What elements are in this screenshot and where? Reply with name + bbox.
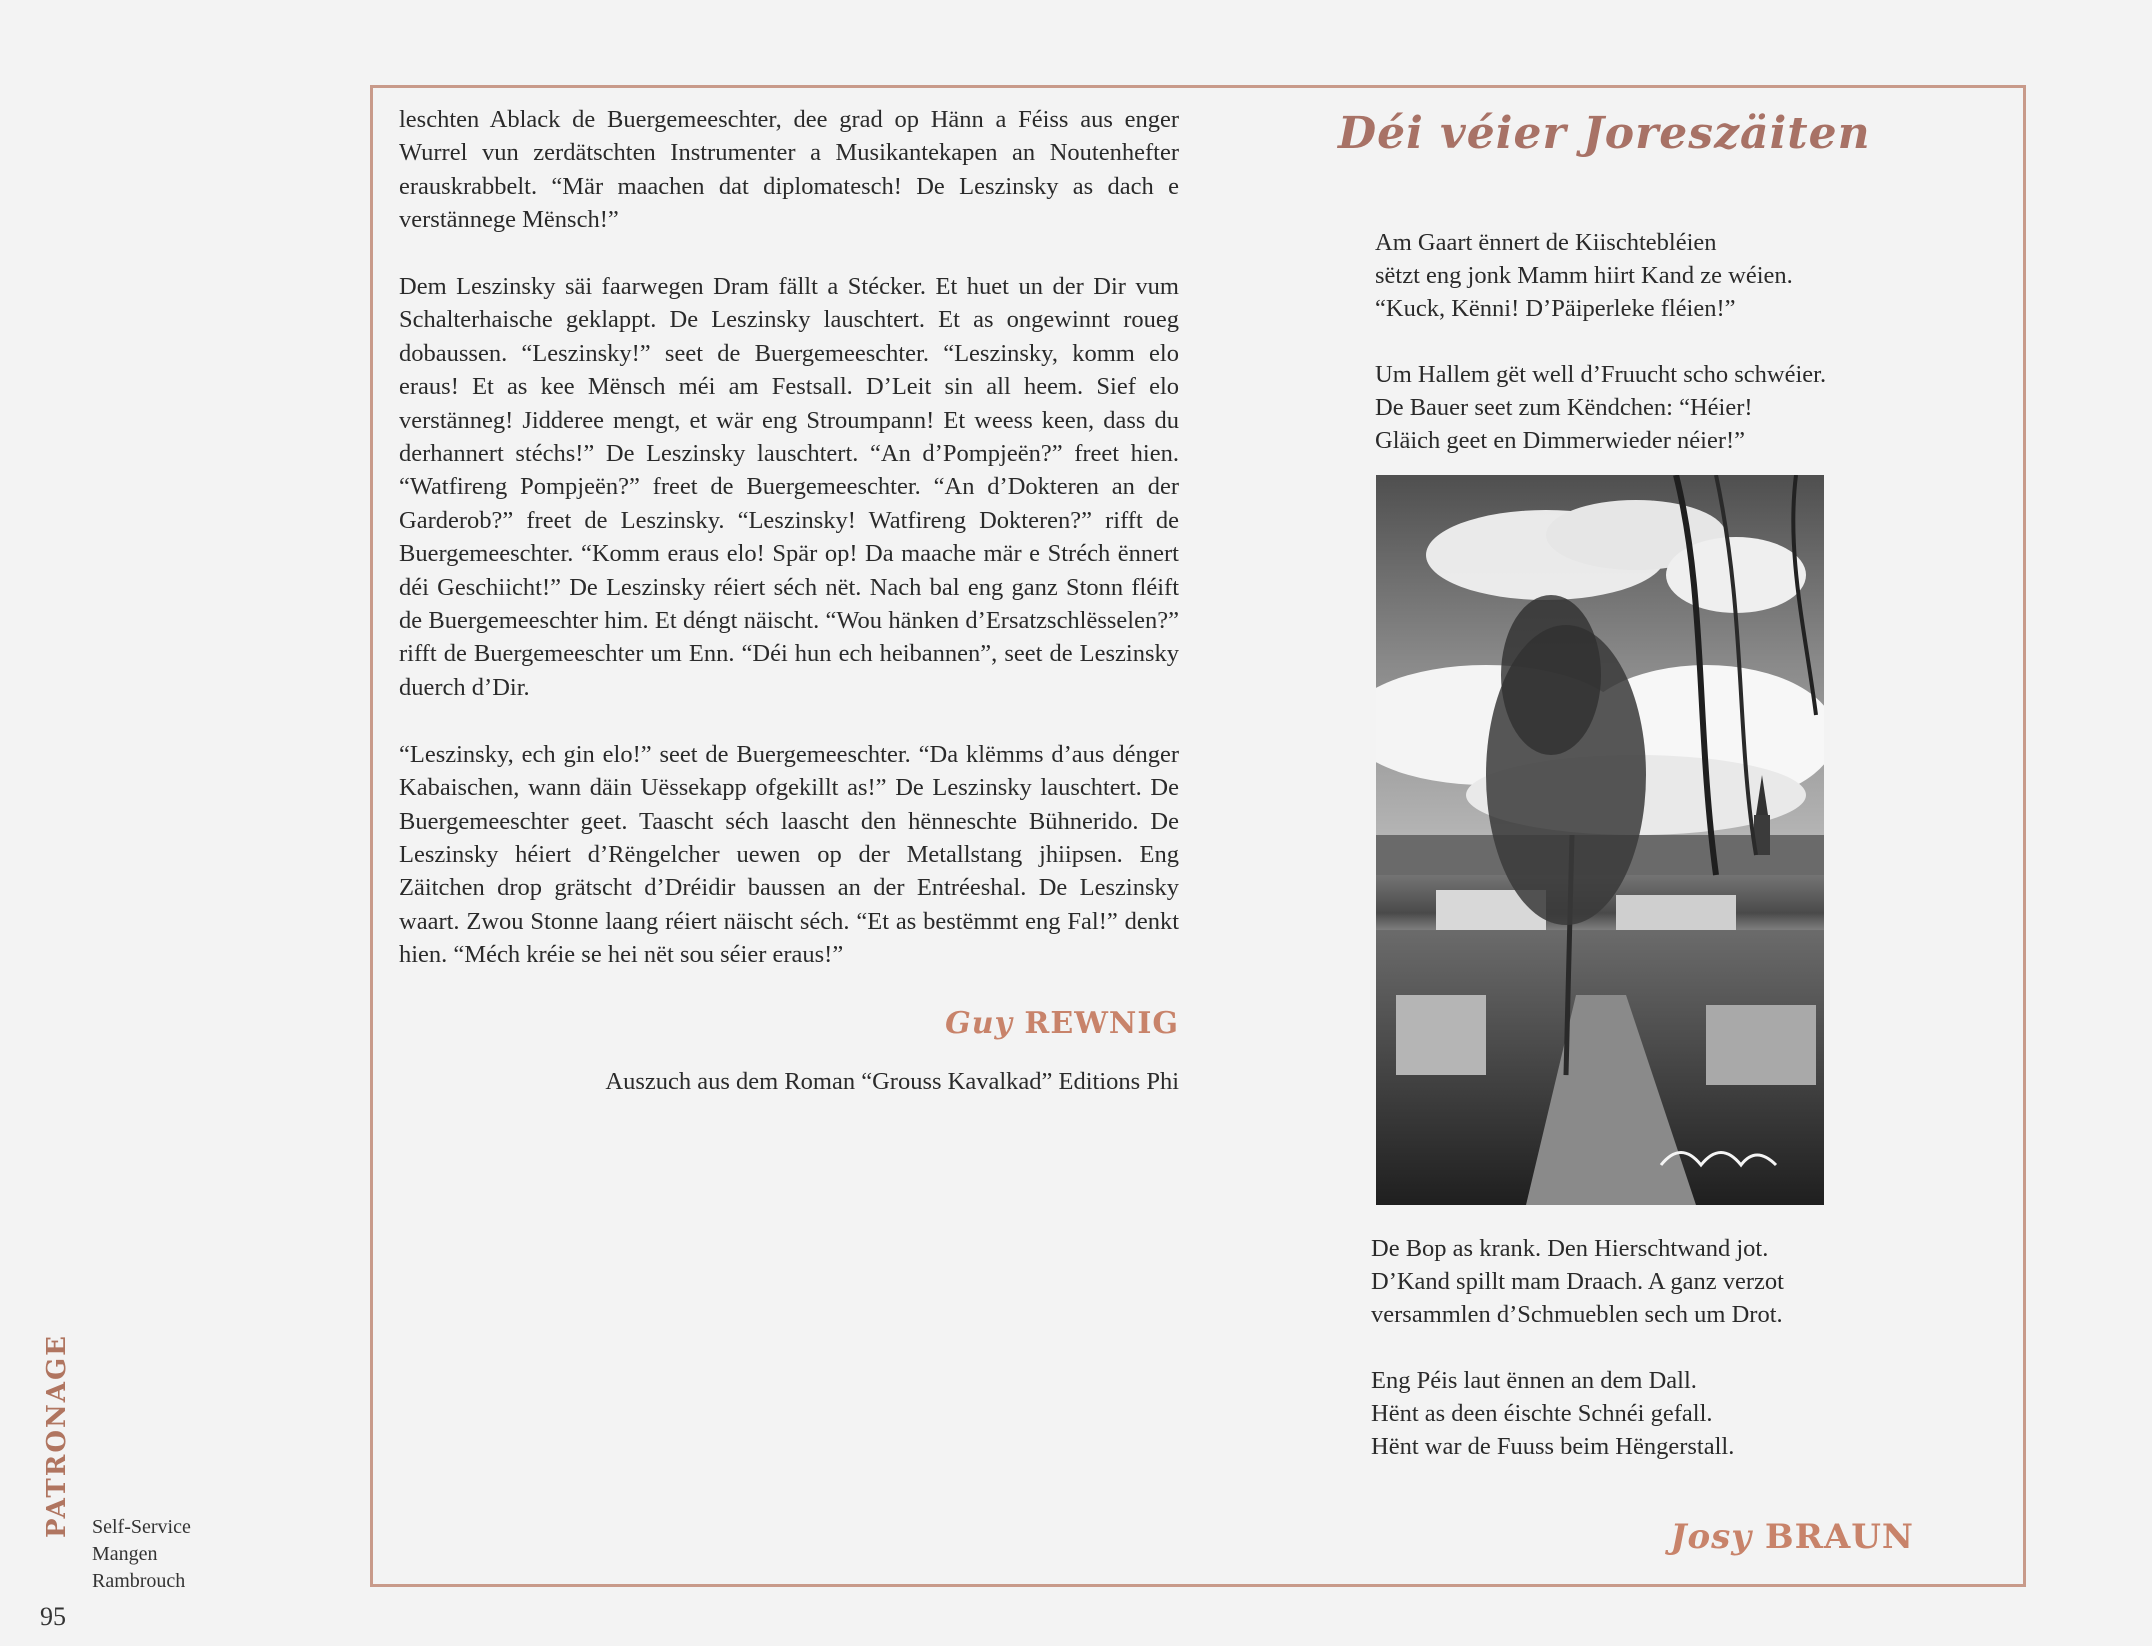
landscape-photo-drawing — [1376, 475, 1824, 1205]
poem-stanza-4 — [1371, 1364, 1784, 1463]
poem-line: De Bauer seet zum Këndchen: “Héier! — [1375, 394, 1753, 421]
poem-title: Déi véier Joreszäiten — [1338, 108, 1871, 159]
poem-line: Hënt as deen éischte Schnéi gefall. — [1371, 1400, 1713, 1427]
poem-line: Eng Péis laut ënnen an dem Dall. — [1371, 1367, 1697, 1394]
story-source: Auszuch aus dem Roman “Grouss Kavalkad” Editions Phi — [605, 1067, 1179, 1095]
story-paragraph-1: leschten Ablack de Buergemeeschter, dee grad op Hänn a Féiss aus enger Wurrel vun zerdätschten Instrumenter a Musikantekapen an Noutenhefter erauskrabbelt. “Mär maachen dat diplomatesch! De Leszinsky as dach e verstännege Mënsch!” — [399, 106, 1179, 234]
poem-top — [1375, 226, 1826, 490]
poem-author — [1670, 1517, 1914, 1557]
poem-line: “Kuck, Kënni! D’Päiperleke fléien!” — [1375, 295, 1736, 322]
poem-line: Hënt war de Fuuss beim Hëngerstall. — [1371, 1433, 1735, 1460]
story-paragraph-3: “Leszinsky, ech gin elo!” seet de Buergemeeschter. “Da klëmms d’aus dénger Kabaischen, wann däin Uëssekapp ofgekillt as!” De Leszinsky lauschtert. De Buergemeeschter geet. Taascht séch laascht den hënneschte Bühnerido. De Leszinsky héiert d’Rëngelcher uewen op der Metallstang jhiipsen. Eng Zäitchen drop grätscht d’Dréidir baussen an der Entréeshal. De Leszinsky waart. Zwou Stonne laang réiert näischt séch. “Et as bestëmmt eng Fal!” denkt hien. “Méch kréie se hei nët sou séier eraus!” — [399, 740, 1179, 969]
poem-line: D’Kand spillt mam Draach. A ganz verzot — [1371, 1268, 1784, 1295]
story-author-first: Guy — [945, 1005, 1013, 1041]
landscape-photo — [1376, 475, 1824, 1205]
poem-author-last: BRAUN — [1764, 1517, 1914, 1557]
story-author — [945, 1007, 1179, 1040]
sponsor-block — [92, 1514, 191, 1595]
page-number: 95 — [40, 1602, 66, 1631]
poem-line: sëtzt eng jonk Mamm hiirt Kand ze wéien. — [1375, 262, 1793, 289]
story-author-last: REWNIG — [1024, 1005, 1179, 1041]
poem-author-first: Josy — [1670, 1517, 1753, 1557]
sponsor-line: Self-Service — [92, 1516, 191, 1538]
poem-line: Um Hallem gët well d’Fruucht scho schwéier. — [1375, 361, 1827, 388]
poem-line: De Bop as krank. Den Hierschtwand jot. — [1371, 1235, 1769, 1262]
story-paragraph-2: Dem Leszinsky säi faarwegen Dram fällt a Stécker. Et huet un der Dir vum Schalterhaische geklappt. De Leszinsky lauschtert. Et as ongewinnt roueg dobaussen. “Leszinsky!” seet de Buergemeeschter. “Leszinsky, komm elo eraus! Et as kee Mënsch méi am Festsall. D’Leit sin all heem. Sief elo verstänneg! Jidderee mengt, et wär eng Stroumpann! Et weess keen, dass du derhannert stéchs!” De Leszinsky lauschtert. “An d’Pompjeën?” freet hien. “Watfireng Pompjeën?” freet de Buergemeeschter. “An d’Dokteren an der Garderob?” freet de Leszinsky. “Leszinsky! Watfireng Dokteren?” rifft de Buergemeeschter. “Komm eraus elo! Spär op! Da maache mär e Stréch ënnert déi Geschiicht!” De Leszinsky réiert séch nët. Nach bal eng ganz Stonn fléift de Buergemeeschter him. Et déngt näischt. “Wou hänken d’Ersatzschlësselen?” rifft de Buergemeeschter um Enn. “Déi hun ech heibannen”, seet de Leszinsky duerch d’Dir. — [399, 273, 1179, 701]
poem-line: Gläich geet en Dimmerwieder néier!” — [1375, 427, 1746, 454]
poem-stanza-2 — [1375, 358, 1826, 457]
poem-bottom — [1371, 1232, 1784, 1496]
poem-line: versammlen d’Schmueblen sech um Drot. — [1371, 1301, 1783, 1328]
sponsor-line: Mangen — [92, 1543, 158, 1565]
story-column — [399, 103, 1179, 1105]
poem-stanza-1 — [1375, 226, 1826, 325]
poem-stanza-3 — [1371, 1232, 1784, 1331]
patronage-label: PATRONAGE — [42, 1334, 72, 1538]
sponsor-line: Rambrouch — [92, 1570, 186, 1592]
poem-line: Am Gaart ënnert de Kiischtebléien — [1375, 229, 1717, 256]
